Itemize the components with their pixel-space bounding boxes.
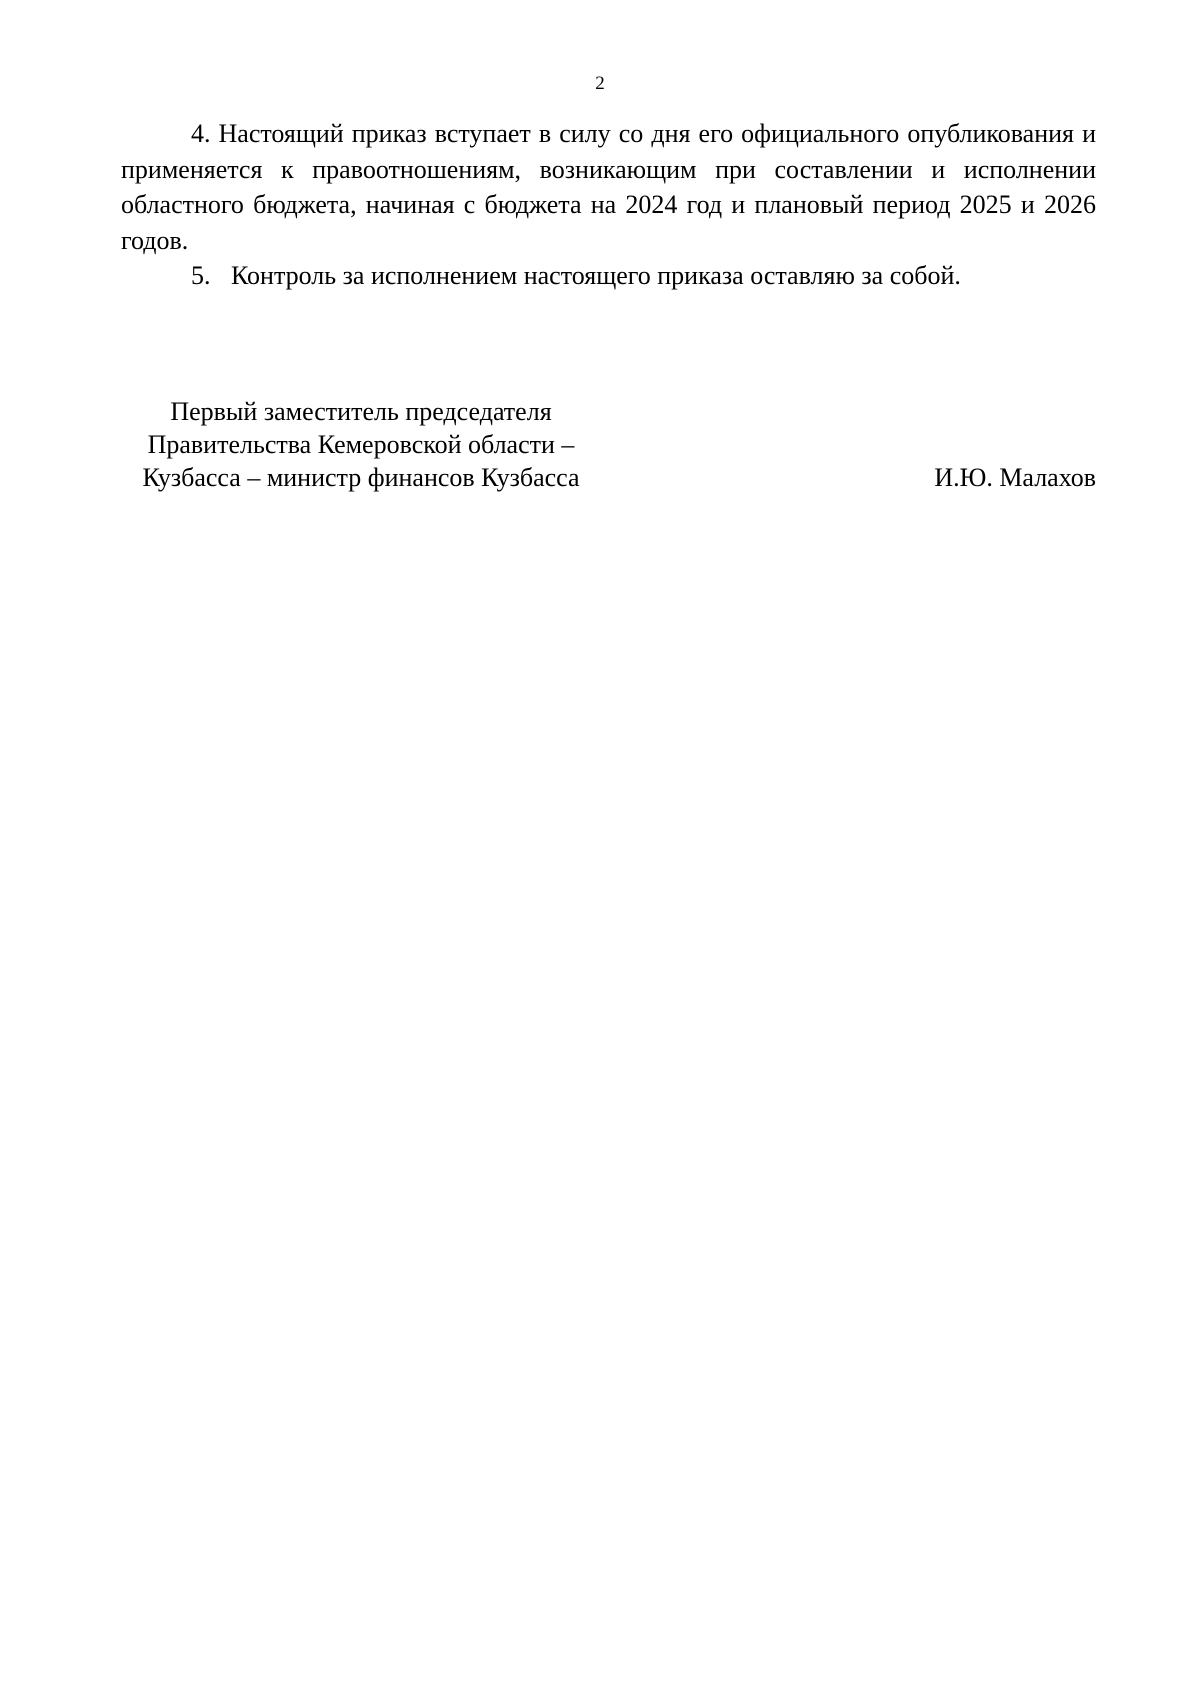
position-line: Правительства Кемеровской области – [147,430,575,459]
clause-4 [121,116,1096,258]
signatory-position [121,395,601,494]
clause-5 [121,258,1096,294]
page-number: 2 [595,73,605,94]
clause-number: 5. [191,261,211,290]
order-body [121,116,1096,294]
clause-number: 4. [191,119,211,148]
signatory-name: И.Ю. Малахов [934,463,1096,492]
clause-text: Настоящий приказ вступает в силу со дня его официального опубликования и применяется к правоотношениям, возникающим при составлении и исполнении областного бюджета, начиная с бюджета на 2024 год и плановый период 2025 и 2026 годов. [121,119,1096,255]
clause-text: Контроль за исполнением настоящего приказа оставляю за собой. [231,261,961,290]
position-line: Первый заместитель председателя [170,397,552,426]
position-line: Кузбасса – министр финансов Кузбасса [142,463,580,492]
